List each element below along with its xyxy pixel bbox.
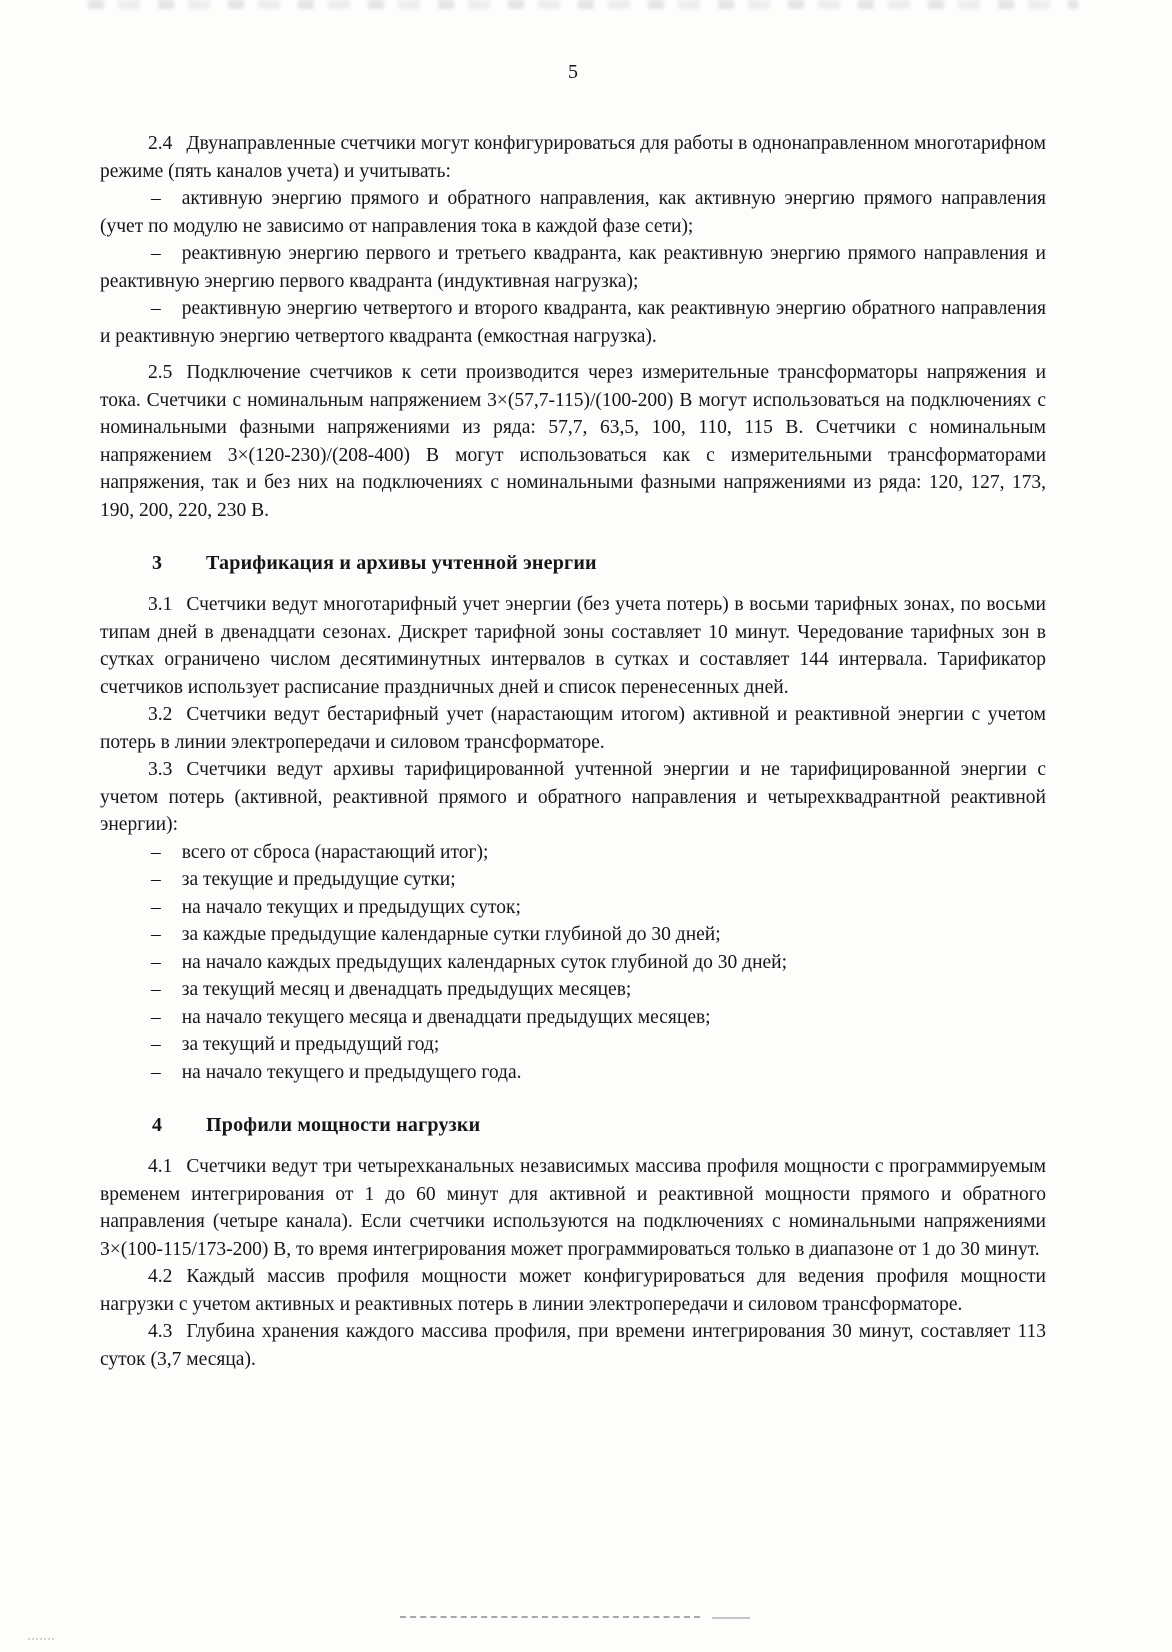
dash-marker: –	[151, 1006, 161, 1028]
paragraph-number: 4.1	[148, 1156, 173, 1177]
paragraph-2-4	[100, 130, 1046, 185]
dash-marker: –	[151, 1061, 161, 1083]
dash-marker: –	[151, 979, 161, 1000]
list-item-text: за текущий и предыдущий год;	[181, 1034, 440, 1055]
list-item-text: на начало текущего и предыдущего года.	[181, 1061, 522, 1083]
paragraph-number: 4.2	[148, 1266, 173, 1287]
list-item-text: на начало каждых предыдущих календарных суток глубиной до 30 дней;	[181, 951, 788, 973]
paragraph-text: Подключение счетчиков к сети производится через измерительные трансформаторы напряжения и тока. Счетчики с номинальным напряжением 3×(57,7-115)/(100-200) В могут использоваться на подключениях с номинальными фазными напряжениями из ряда: 57,7, 63,5, 100, 110, 115 В. Счетчики с номинальным напряжением 3×(120-230)/(208-400) В могут использоваться как с измерительными трансформаторами напряжения, так и без них на подключениях с номинальными фазными напряжениями из ряда: 120, 127, 173, 190, 200, 220, 230 В.	[100, 362, 1046, 521]
list-item	[100, 921, 1046, 949]
paragraph-3-1	[100, 591, 1046, 701]
dash-marker: –	[151, 298, 161, 319]
dash-marker: –	[151, 188, 161, 209]
paragraph-4-3	[100, 1318, 1046, 1373]
list-item-text: реактивную энергию четвертого и второго квадранта, как реактивную энергию обратного направления и реактивную энергию четвертого квадранта (емкостная нагрузка).	[100, 298, 1046, 347]
paragraph-text: Каждый массив профиля мощности может конфигурироваться для ведения профиля мощности нагрузки с учетом активных и реактивных потерь в линии электропередачи и силовом трансформаторе.	[100, 1266, 1046, 1315]
section-number: 4	[152, 1114, 163, 1136]
list-item	[100, 185, 1046, 240]
paragraph-4-2	[100, 1263, 1046, 1318]
list-item	[100, 1004, 1046, 1032]
section-number: 3	[152, 552, 163, 574]
list-item	[100, 240, 1046, 295]
dash-marker: –	[151, 924, 161, 945]
dash-marker: –	[151, 869, 161, 890]
section-heading-4	[100, 1112, 1046, 1139]
list-item	[100, 976, 1046, 1004]
paragraph-text: Счетчики ведут многотарифный учет энергии (без учета потерь) в восьми тарифных зонах, по восьми типам дней в двенадцати сезонах. Дискрет тарифной зоны составляет 10 минут. Чередование тарифных зон в сутках ограничено числом десятиминутных интервалов в сутках и составляет 144 интервала. Тарификатор счетчиков использует расписание праздничных дней и список перенесенных дней.	[100, 594, 1046, 698]
list-item-text: на начало текущих и предыдущих суток;	[181, 896, 521, 918]
paragraph-number: 2.5	[148, 362, 173, 383]
paragraph-number: 4.3	[148, 1321, 173, 1342]
list-item	[100, 295, 1046, 350]
paragraph-number: 3.3	[148, 759, 173, 780]
list-item	[100, 1031, 1046, 1059]
list-item-text: на начало текущего месяца и двенадцати предыдущих месяцев;	[181, 1006, 711, 1028]
list-item-text: за текущие и предыдущие сутки;	[181, 869, 456, 890]
paragraph-number: 3.2	[148, 704, 173, 725]
list-item-text: всего от сброса (нарастающий итог);	[181, 841, 489, 863]
dash-marker: –	[151, 1034, 161, 1055]
list-item-text: за каждые предыдущие календарные сутки глубиной до 30 дней;	[181, 924, 721, 945]
list-item	[100, 894, 1046, 922]
paragraph-3-3	[100, 756, 1046, 839]
list-item-text: за текущий месяц и двенадцать предыдущих месяцев;	[181, 979, 632, 1000]
paragraph-text: Счетчики ведут три четырехканальных независимых массива профиля мощности с программируемым временем интегрирования от 1 до 60 минут для активной и реактивной мощности прямого и обратного направления (четыре канала). Если счетчики используются на подключениях с номинальными напряжениями 3×(100-115/173-200) В, то время интегрирования может программироваться только в диапазоне от 1 до 30 минут.	[100, 1156, 1046, 1260]
dash-marker: –	[151, 896, 161, 918]
paragraph-text: Глубина хранения каждого массива профиля, при времени интегрирования 30 минут, составляет 113 суток (3,7 месяца).	[100, 1321, 1046, 1370]
paragraph-3-2	[100, 701, 1046, 756]
section-title: Тарификация и архивы учтенной энергии	[206, 552, 597, 574]
scan-bleed-through-artifact	[88, 0, 1078, 9]
paragraph-4-1	[100, 1153, 1046, 1263]
paragraph-text: Счетчики ведут архивы тарифицированной учтенной энергии и не тарифицированной энергии с учетом потерь (активной, реактивной прямого и обратного направления и четырехквадрантной реактивной энергии):	[100, 759, 1046, 835]
paragraph-text: Двунаправленные счетчики могут конфигурироваться для работы в однонаправленном многотарифном режиме (пять каналов учета) и учитывать:	[100, 133, 1046, 182]
scan-artifact-line	[712, 1617, 750, 1619]
dash-marker: –	[151, 243, 161, 264]
list-item-text: реактивную энергию первого и третьего квадранта, как реактивную энергию прямого направления и реактивную энергию первого квадранта (индуктивная нагрузка);	[100, 243, 1046, 292]
dash-marker: –	[151, 841, 161, 863]
scan-artifact-corner-mark	[28, 1638, 54, 1640]
paragraph-number: 2.4	[148, 133, 173, 154]
list-item	[100, 839, 1046, 867]
section-heading-3	[100, 550, 1046, 577]
list-item-text: активную энергию прямого и обратного направления, как активную энергию прямого направления (учет по модулю не зависимо от направления тока в каждой фазе сети);	[100, 188, 1046, 237]
list-item	[100, 949, 1046, 977]
section-title: Профили мощности нагрузки	[206, 1114, 481, 1136]
list-item	[100, 866, 1046, 894]
paragraph-text: Счетчики ведут бестарифный учет (нарастающим итогом) активной и реактивной энергии с учетом потерь в линии электропередачи и силовом трансформаторе.	[100, 704, 1046, 753]
paragraph-2-5	[100, 359, 1046, 524]
list-item	[100, 1059, 1046, 1087]
page-number: 5	[568, 61, 578, 83]
dash-marker: –	[151, 951, 161, 973]
paragraph-number: 3.1	[148, 594, 173, 615]
scan-artifact-dashed-line	[400, 1616, 700, 1618]
